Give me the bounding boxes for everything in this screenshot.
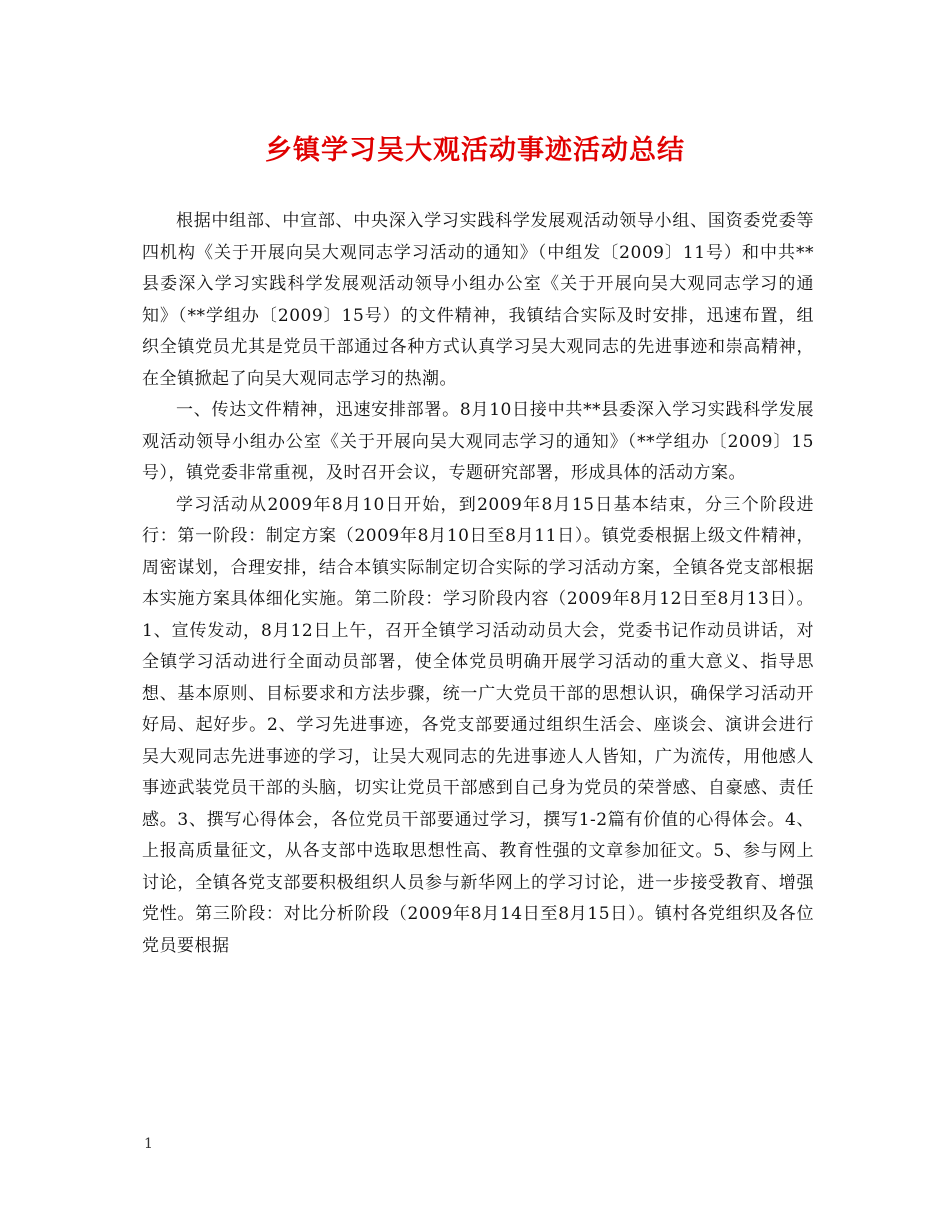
paragraph-activity-stages: 学习活动从2009年8月10日开始，到2009年8月15日基本结束，分三个阶段进行：第一阶段：制定方案（2009年8月10日至8月11日）。镇党委根据上级文件精神，周密谋划，合理安排，结合本镇实际制定切合实际的学习活动方案，全镇各党支部根据本实施方案具体细化实施。第二阶段：学习阶段内容（2009年8月12日至8月13日）。1、宣传发动，8月12日上午，召开全镇学习活动动员大会，党委书记作动员讲话，对全镇学习活动进行全面动员部署，使全体党员明确开展学习活动的重大意义、指导思想、基本原则、目标要求和方法步骤，统一广大党员干部的思想认识，确保学习活动开好局、起好步。2、学习先进事迹，各党支部要通过组织生活会、座谈会、演讲会进行吴大观同志先进事迹的学习，让吴大观同志的先进事迹人人皆知，广为流传，用他感人事迹武装党员干部的头脑，切实让党员干部感到自己身为党员的荣誉感、自豪感、责任感。3、撰写心得体会，各位党员干部要通过学习，撰写1-2篇有价值的心得体会。4、上报高质量征文，从各支部中选取思想性高、教育性强的文章参加征文。5、参与网上讨论，全镇各党支部要积极组织人员参与新华网上的学习讨论，进一步接受教育、增强党性。第三阶段：对比分析阶段（2009年8月14日至8月15日）。镇村各党组织及各位党员要根据 xyxy=(142,494,814,956)
document-title: 乡镇学习吴大观活动事迹活动总结 xyxy=(265,135,685,166)
document-body xyxy=(142,206,814,962)
page-number: 1 xyxy=(144,1136,153,1152)
paragraph-section-one: 一、传达文件精神，迅速安排部署。8月10日接中共**县委深入学习实践科学发展观活动领导小组办公室《关于开展向吴大观同志学习的通知》（**学组办〔2009〕15号），镇党委非常重视，及时召开会议，专题研究部署，形成具体的活动方案。 xyxy=(142,400,814,483)
paragraph-intro: 根据中组部、中宣部、中央深入学习实践科学发展观活动领导小组、国资委党委等四机构《关于开展向吴大观同志学习活动的通知》（中组发〔2009〕11号）和中共**县委深入学习实践科学发展观活动领导小组办公室《关于开展向吴大观同志学习的通知》（**学组办〔2009〕15号）的文件精神，我镇结合实际及时安排，迅速布置，组织全镇党员尤其是党员干部通过各种方式认真学习吴大观同志的先进事迹和崇高精神，在全镇掀起了向吴大观同志学习的热潮。 xyxy=(142,211,814,389)
